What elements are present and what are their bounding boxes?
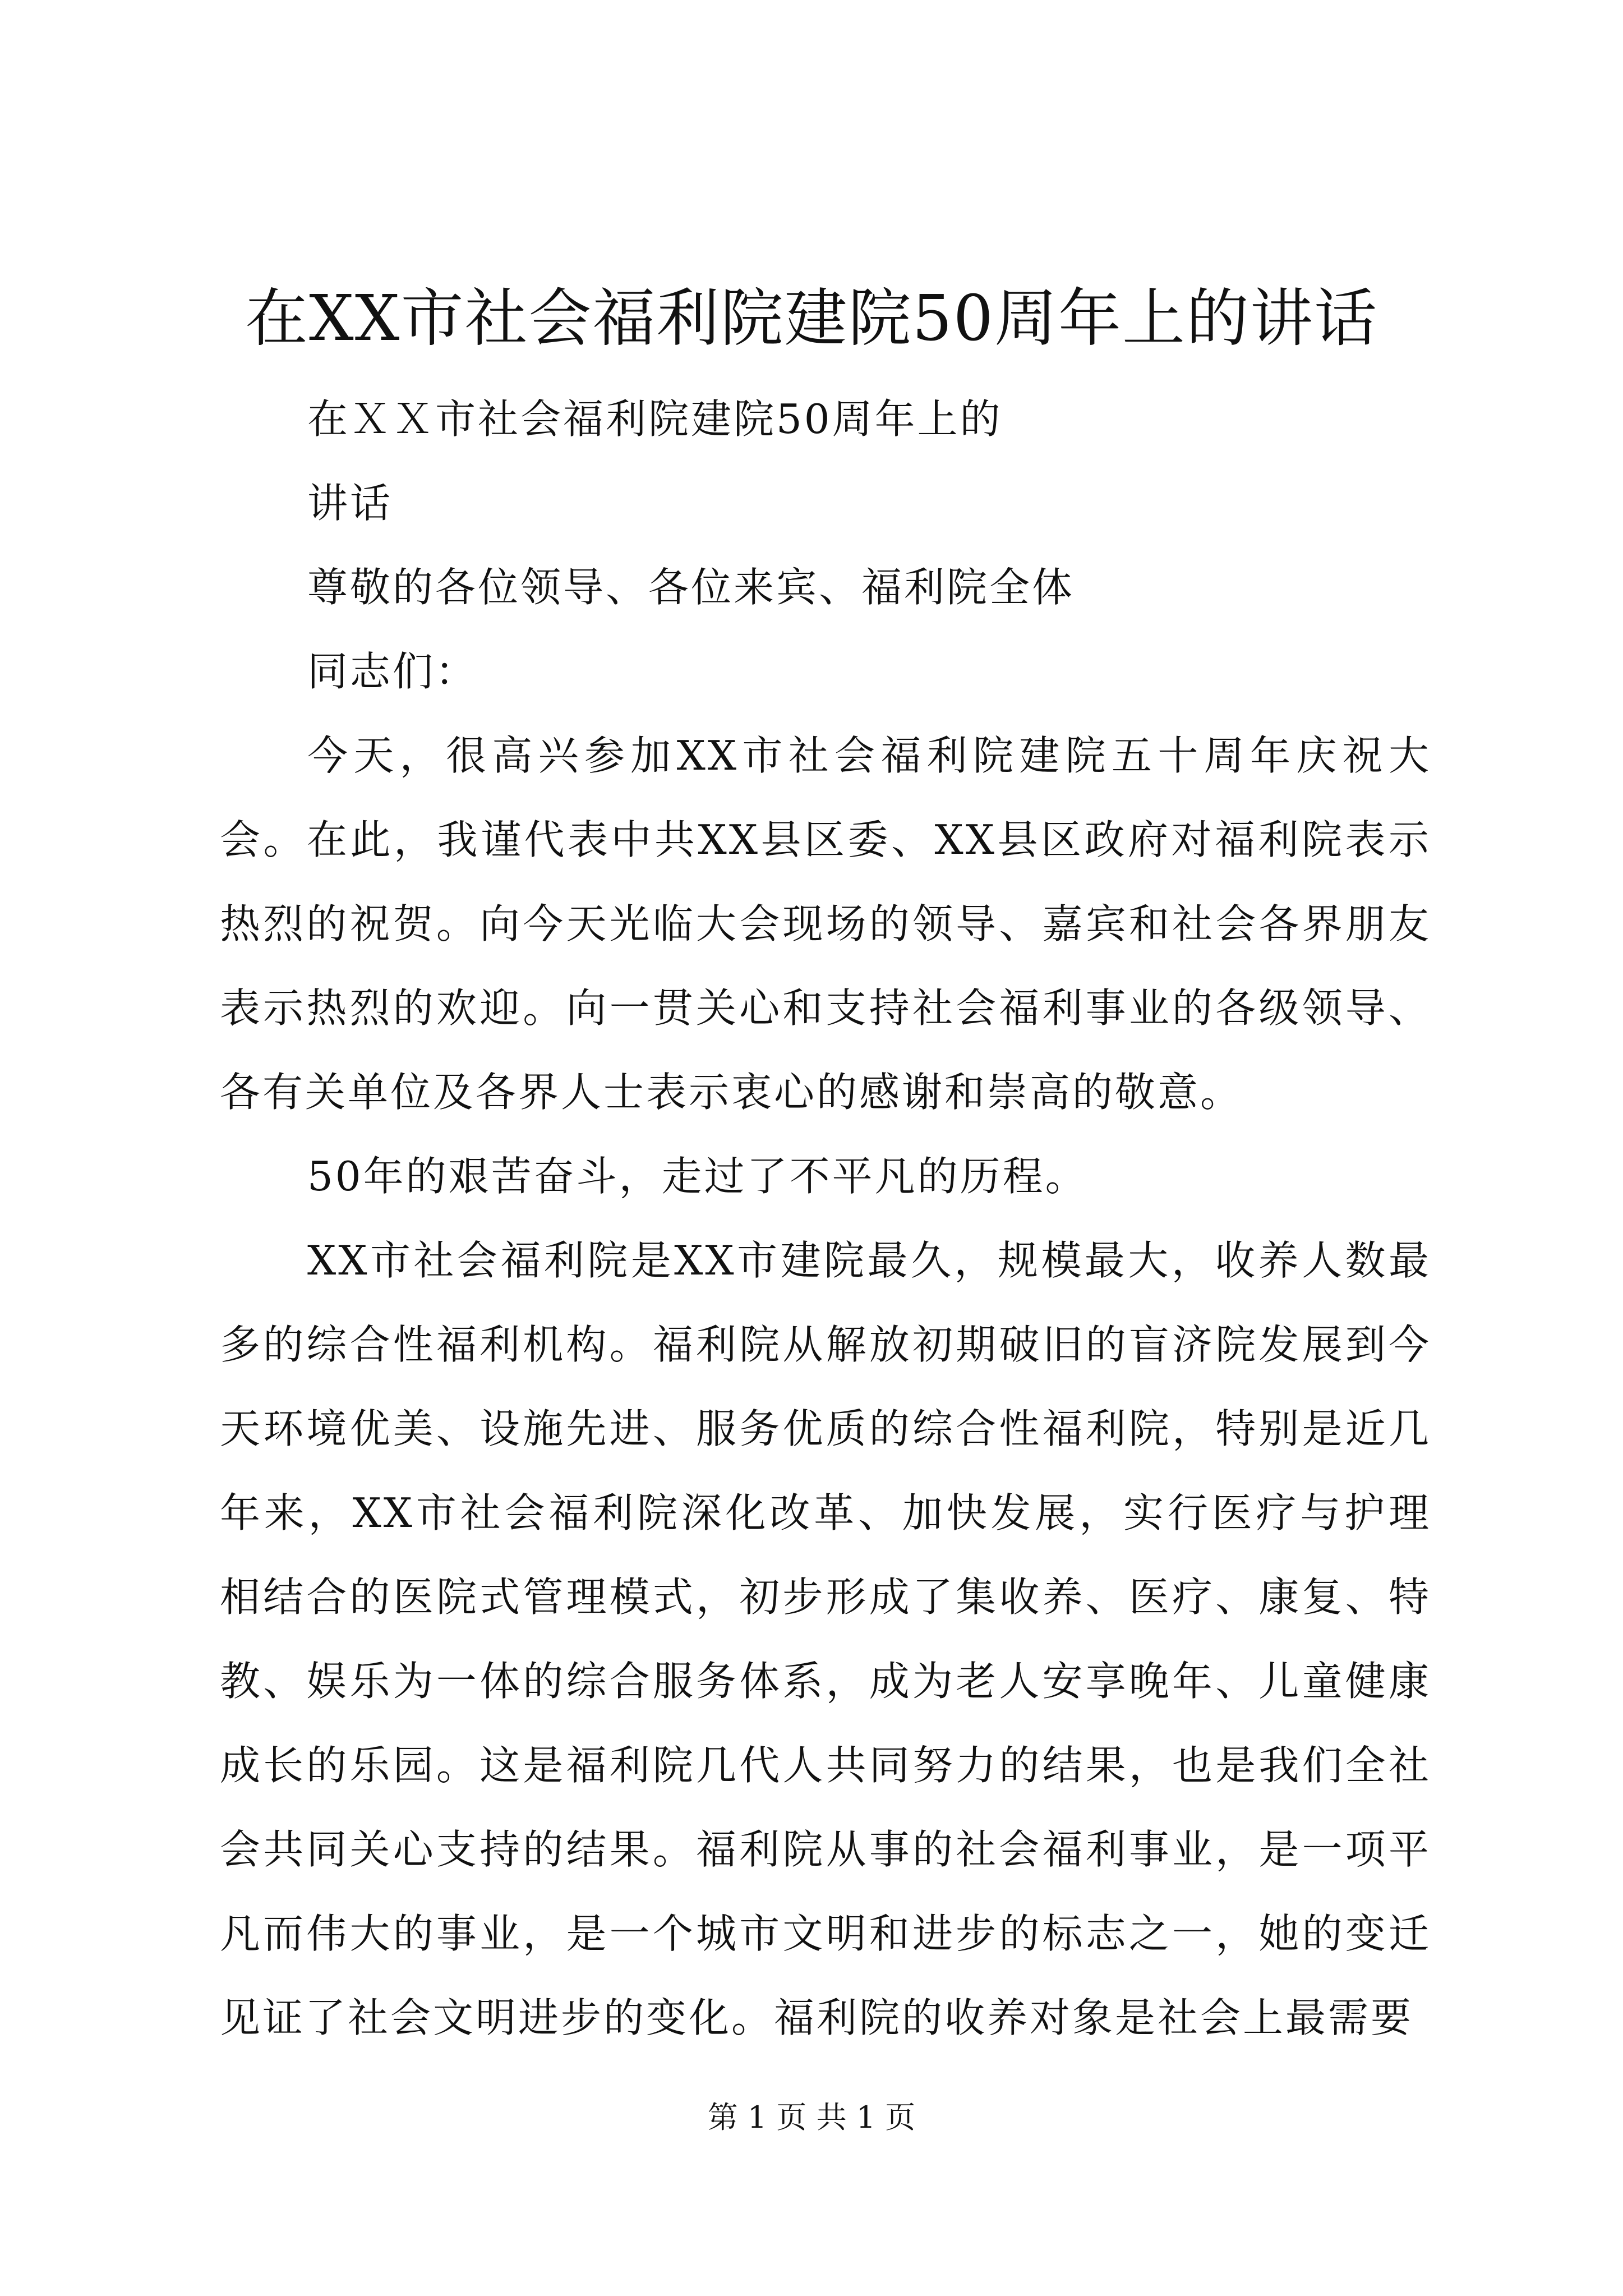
- salutation-line-2: 同志们：: [307, 648, 478, 695]
- subtitle-line-1: 在ＸＸ市社会福利院建院50周年上的: [307, 395, 1003, 443]
- paragraph-greeting: 今天，很高兴参加XX市社会福利院建院五十周年庆祝大会。在此，我谨代表中共XX县区委、XX县区政府对福利院表示热烈的祝贺。向今天光临大会现场的领导、嘉宾和社会各界朋友表示热烈的欢迎。向一贯关心和支持社会福利事业的各级领导、各有关单位及各界人士表示衷心的感谢和崇高的敬意。: [220, 732, 1431, 1116]
- salutation-line-1: 尊敬的各位领导、各位来宾、福利院全体: [307, 564, 1075, 611]
- document-body: [220, 377, 1431, 2060]
- page-footer: 第 1 页 共 1 页: [707, 2100, 916, 2135]
- paragraph-institution: XX市社会福利院是XX市建院最久，规模最大，收养人数最多的综合性福利机构。福利院从解放初期破旧的盲济院发展到今天环境优美、设施先进、服务优质的综合性福利院，特别是近几年来，XX市社会福利院深化改革、加快发展，实行医疗与护理相结合的医院式管理模式，初步形成了集收养、医疗、康复、特教、娱乐为一体的综合服务体系，成为老人安享晚年、儿童健康成长的乐园。这是福利院几代人共同努力的结果，也是我们全社会共同关心支持的结果。福利院从事的社会福利事业，是一项平凡而伟大的事业，是一个城市文明和进步的标志之一，她的变迁见证了社会文明进步的变化。福利院的收养对象是社会上最需要: [220, 1237, 1431, 2041]
- paragraph-history: 50年的艰苦奋斗，走过了不平凡的历程。: [307, 1153, 1088, 1200]
- document-title: 在XX市社会福利院建院50周年上的讲话: [245, 282, 1378, 355]
- subtitle-line-2: 讲话: [307, 480, 393, 527]
